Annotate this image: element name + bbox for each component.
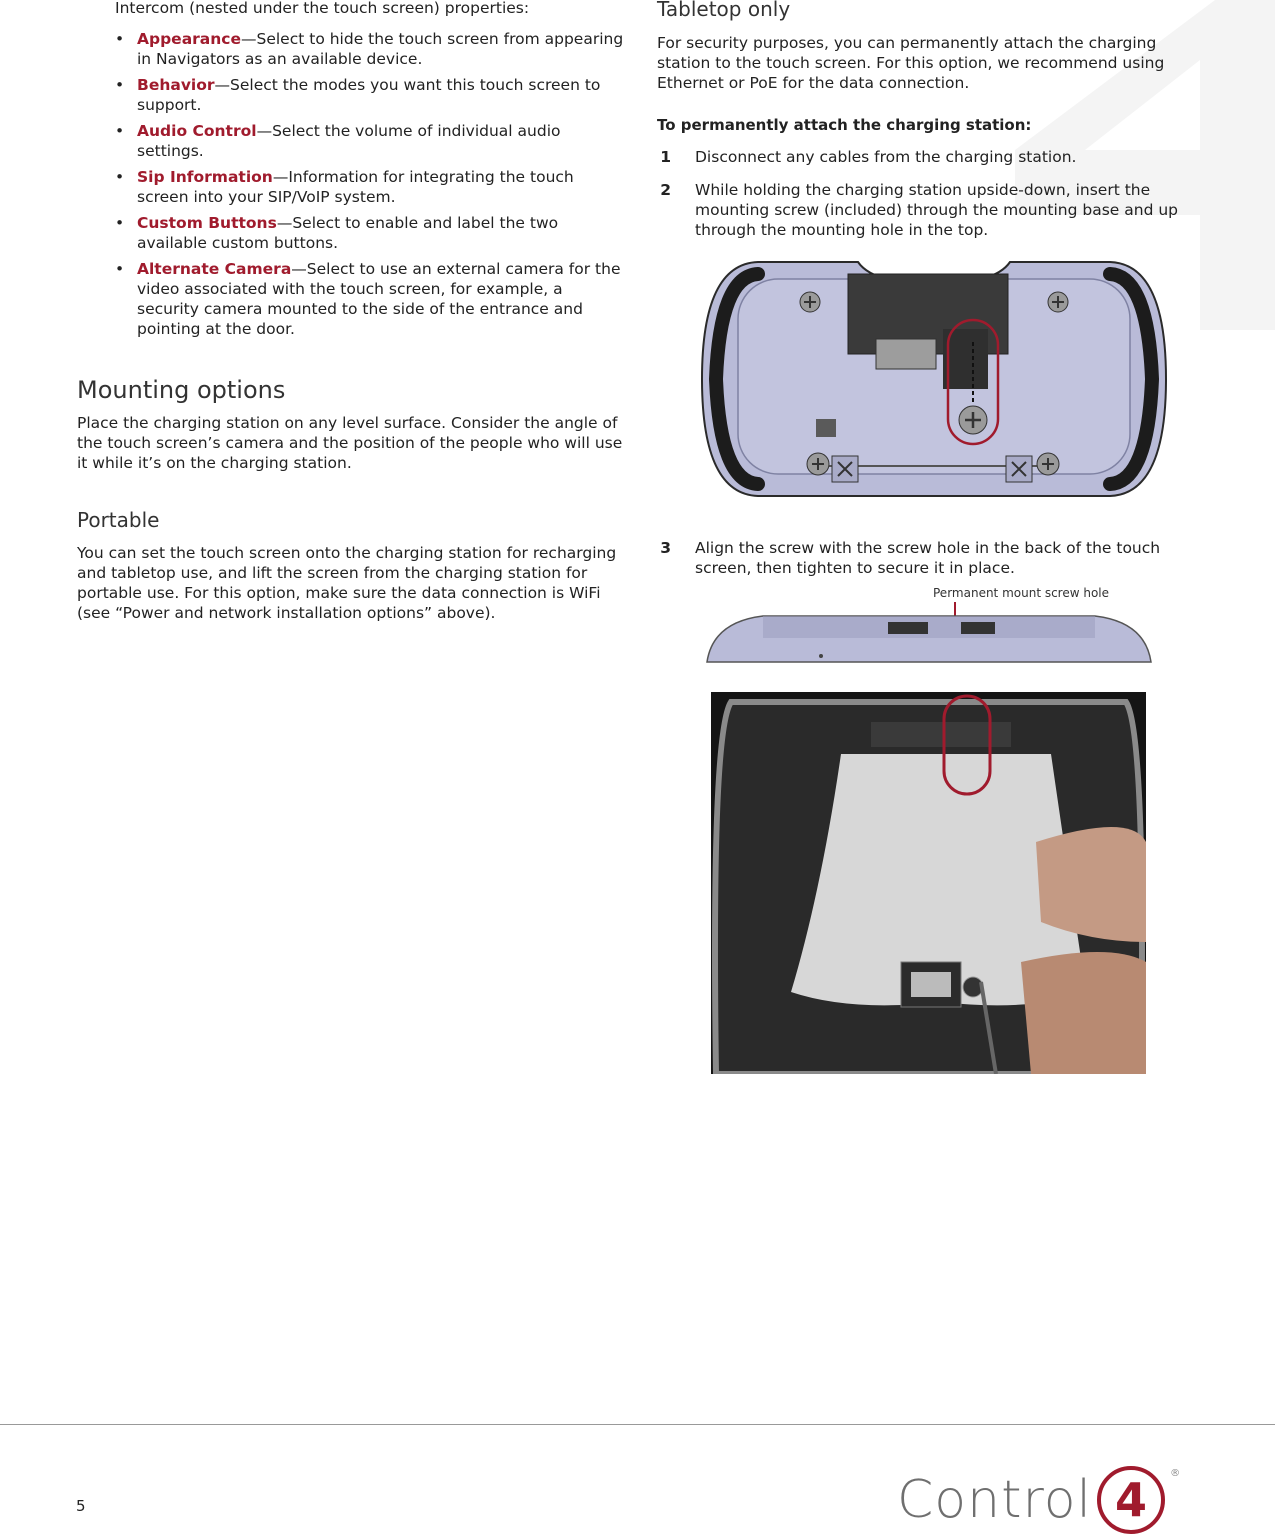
logo-mark-icon [1097,1466,1165,1534]
term-alternate-camera: Alternate Camera [137,260,292,278]
list-item: • Appearance—Select to hide the touch screen from appearing in Navigators as an available device. [115,30,624,68]
portable-heading: Portable [77,508,160,532]
bullet-text: —Select to hide the touch screen from appearing in Navigators as an available device. [137,30,624,68]
bullet-text: —Information for integrating the touch screen into your SIP/VoIP system. [137,168,574,206]
mounting-options-heading: Mounting options [77,376,286,404]
list-item: • Audio Control—Select the volume of individual audio settings. [115,122,561,160]
term-sip-information: Sip Information [137,168,273,186]
logo-wordmark: Control [897,1470,1092,1530]
tabletop-heading: Tabletop only [657,0,791,21]
charging-station-underside-illustration [698,254,1170,504]
list-item: • Alternate Camera—Select to use an external camera for the video associated with the touch screen, for example, a security camera mounted to the side of the entrance and pointing at the door. [115,260,621,338]
page-number: 5 [76,1497,86,1515]
properties-list [115,29,625,345]
step-number: 1 [660,148,671,166]
tabletop-body: For security purposes, you can permanently attach the charging station to the touch screen. For this option, we recommend using Ethernet or PoE for the data connection. [657,34,1165,92]
term-behavior: Behavior [137,76,215,94]
control4-logo [897,1466,1180,1534]
bullet-text: —Select to use an external camera for the video associated with the touch screen, for example, a security camera mounted to the side of the entrance and pointing at the door. [137,260,621,338]
bullet-text: —Select the modes you want this touch screen to support. [137,76,601,114]
mounting-options-body: Place the charging station on any level surface. Consider the angle of the touch screen’s camera and the position of the people who will use it while it’s on the charging station. [77,414,623,472]
bullet-text: —Select to enable and label the two available custom buttons. [137,214,559,252]
step-text: Align the screw with the screw hole in the back of the touch screen, then tighten to secure it in place. [695,539,1161,577]
term-appearance: Appearance [137,30,241,48]
mounted-station-photo [711,692,1146,1074]
step-number: 3 [660,539,671,557]
step-2 [657,180,1202,242]
step-1 [657,147,1202,169]
portable-body: You can set the touch screen onto the charging station for recharging and tabletop use, and lift the screen from the charging station for portable use. For this option, make sure the data connection is WiFi (see “Power and network installation options” above). [77,544,617,622]
step-text: While holding the charging station upside-down, insert the mounting screw (included) through the mounting base and up through the mounting hole in the top. [695,181,1179,239]
step-number: 2 [660,181,671,199]
callout-label: Permanent mount screw hole [933,586,1110,600]
list-item: • Sip Information—Information for integrating the touch screen into your SIP/VoIP system. [115,168,574,206]
bullet-text: —Select the volume of individual audio settings. [137,122,561,160]
footer-divider [0,1424,1275,1425]
term-audio-control: Audio Control [137,122,257,140]
list-item: • Behavior—Select the modes you want this touch screen to support. [115,76,601,114]
registered-mark: ® [1170,1468,1181,1480]
term-custom-buttons: Custom Buttons [137,214,277,232]
procedure-heading: To permanently attach the charging station: [657,116,1032,134]
step-text: Disconnect any cables from the charging station. [695,148,1077,166]
touch-screen-edge-illustration [703,602,1155,666]
step-3 [657,538,1202,580]
logo-mark-text: 4 [1115,1473,1148,1527]
intro-text: Intercom (nested under the touch screen) properties: [115,0,530,17]
list-item: • Custom Buttons—Select to enable and label the two available custom buttons. [115,214,559,252]
